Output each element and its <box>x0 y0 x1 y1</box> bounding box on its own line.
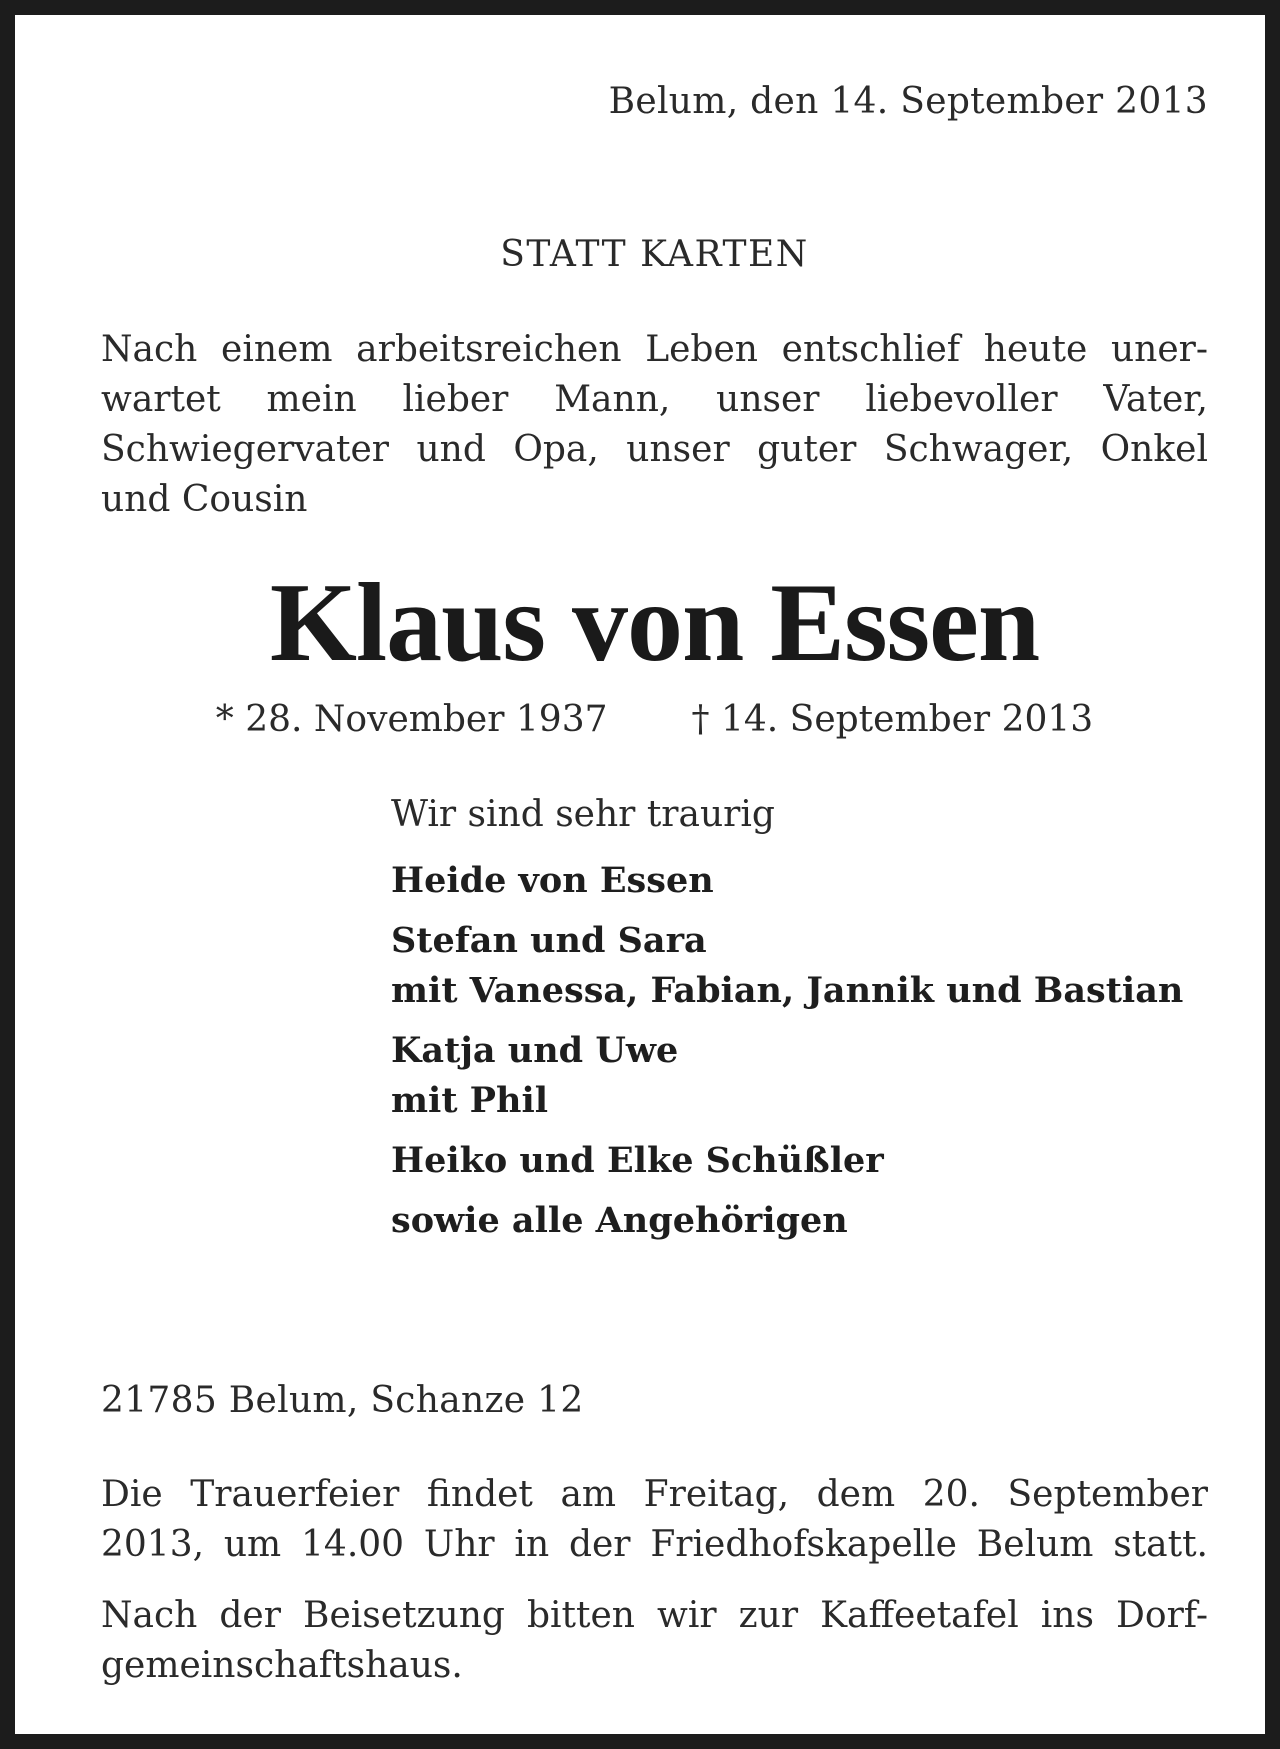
intro-paragraph <box>101 325 1208 525</box>
mourner-name: Stefan und Sara <box>391 920 707 961</box>
death-date: † 14. September 2013 <box>691 699 1094 740</box>
family-address: 21785 Belum, Schanze 12 <box>101 1380 584 1421</box>
mourner-name: mit Phil <box>391 1080 549 1121</box>
intro-line: wartet mein lieber Mann, unser liebevoller Vater, <box>101 379 1208 420</box>
mourner-name: Heide von Essen <box>391 860 714 901</box>
deceased-name: Klaus von Essen <box>269 561 1040 685</box>
mourner-name: mit Vanessa, Fabian, Jannik und Bastian <box>391 970 1184 1011</box>
mourner-group <box>391 856 1208 906</box>
dateline: Belum, den 14. September 2013 <box>608 81 1208 122</box>
mourners-block <box>391 790 1208 1256</box>
mourner-name: sowie alle Angehörigen <box>391 1200 848 1241</box>
life-dates <box>101 695 1208 745</box>
ceremony-paragraph <box>101 1470 1208 1570</box>
reception-line: Nach der Beisetzung bitten wir zur Kaffeetafel ins Dorf- <box>101 1595 1208 1636</box>
reception-line: gemeinschaftshaus. <box>101 1645 463 1686</box>
reception-paragraph <box>101 1591 1208 1691</box>
statt-karten-heading: STATT KARTEN <box>500 234 809 275</box>
intro-line: Nach einem arbeitsreichen Leben entschlief heute uner- <box>101 329 1208 370</box>
mourners-intro: Wir sind sehr traurig <box>391 794 775 835</box>
mourner-name: Heiko und Elke Schüßler <box>391 1140 884 1181</box>
mourner-group <box>391 1136 1208 1186</box>
mourner-group <box>391 1026 1208 1126</box>
ceremony-line: Die Trauerfeier findet am Freitag, dem 20. September <box>101 1474 1208 1515</box>
mourner-group <box>391 1196 1208 1246</box>
mourner-name: Katja und Uwe <box>391 1030 679 1071</box>
mourner-group <box>391 916 1208 1016</box>
birth-date: * 28. November 1937 <box>215 699 608 740</box>
ceremony-line: 2013, um 14.00 Uhr in der Friedhofskapelle Belum statt. <box>101 1524 1208 1565</box>
intro-line: und Cousin <box>101 479 308 520</box>
intro-line: Schwiegervater und Opa, unser guter Schwager, Onkel <box>101 429 1208 470</box>
